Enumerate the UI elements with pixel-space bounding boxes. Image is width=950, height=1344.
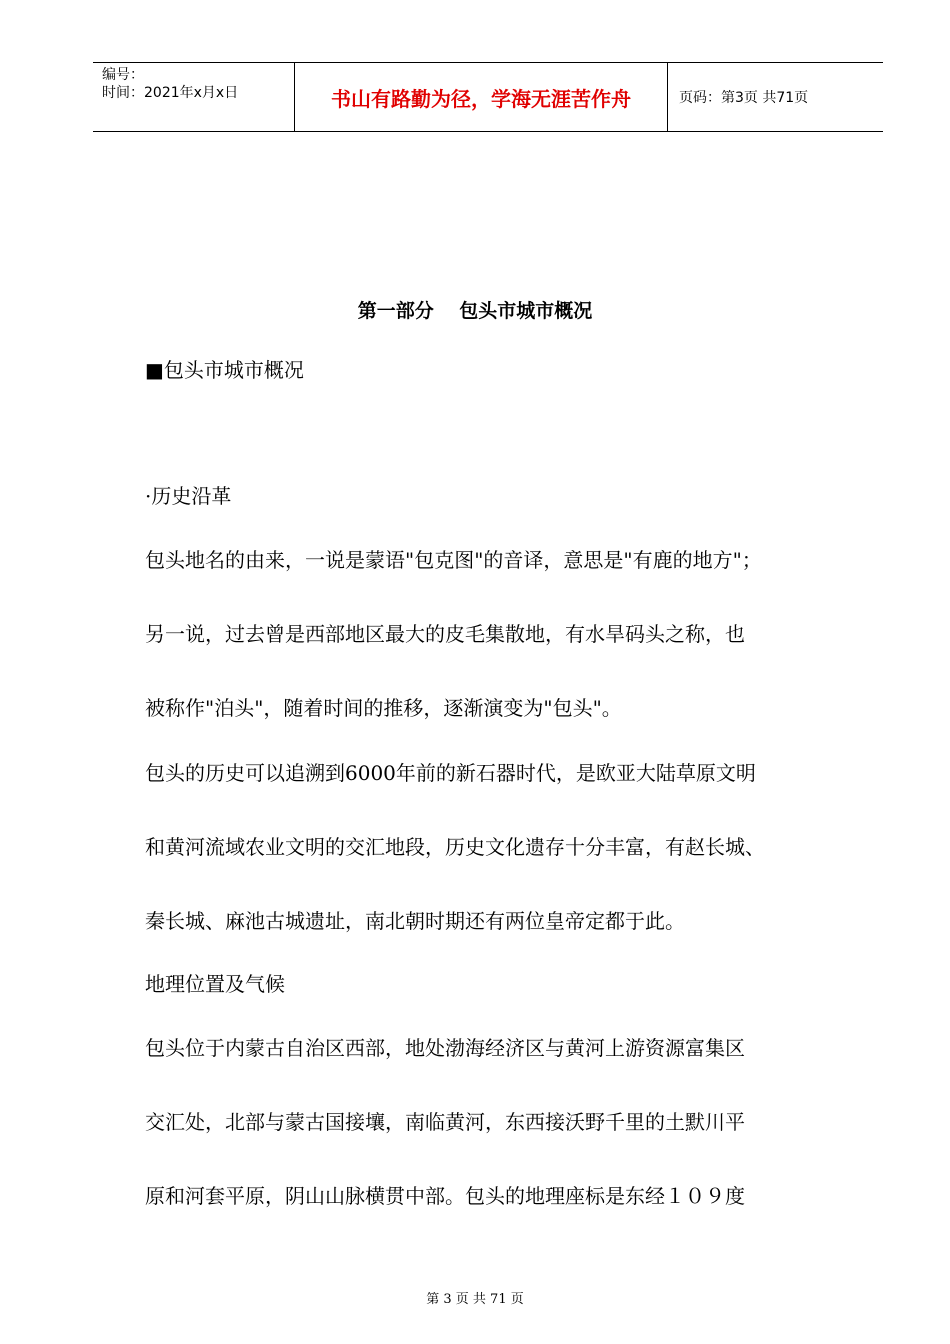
page-title: 第一部分 包头市城市概况 <box>357 300 593 322</box>
section-heading: ■包头市城市概况 <box>145 358 304 382</box>
paragraph-line: 包头的历史可以追溯到6000年前的新石器时代，是欧亚大陆草原文明 <box>145 761 756 785</box>
page-footer: 第 3 页 共 71 页 <box>426 1292 524 1307</box>
header-motto: 书山有路勤为径，学海无涯苦作舟 <box>331 86 631 111</box>
paragraph-line: 被称作"泊头"，随着时间的推移，逐渐演变为"包头"。 <box>145 696 622 720</box>
subheading-history: ·历史沿革 <box>145 484 232 508</box>
paragraph-line: 和黄河流域农业文明的交汇地段，历史文化遗存十分丰富，有赵长城、 <box>145 835 765 859</box>
header-page-info: 页码：第3页 共71页 <box>679 90 809 106</box>
page-header <box>93 62 883 132</box>
paragraph-line: 原和河套平原，阴山山脉横贯中部。包头的地理座标是东经１０９度 <box>145 1184 745 1208</box>
paragraph-line: 另一说，过去曾是西部地区最大的皮毛集散地，有水旱码头之称，也 <box>145 622 745 646</box>
time-label: 时间：2021年x月x日 <box>102 85 239 101</box>
header-divider <box>667 63 668 131</box>
paragraph-line: 包头位于内蒙古自治区西部，地处渤海经济区与黄河上游资源富集区 <box>145 1036 745 1060</box>
header-meta <box>102 66 292 102</box>
paragraph-line: 秦长城、麻池古城遗址，南北朝时期还有两位皇帝定都于此。 <box>145 909 685 933</box>
paragraph-line: 包头地名的由来，一说是蒙语"包克图"的音译，意思是"有鹿的地方"； <box>145 548 762 572</box>
paragraph-line: 交汇处，北部与蒙古国接壤，南临黄河，东西接沃野千里的土默川平 <box>145 1110 745 1134</box>
subheading-geography: 地理位置及气候 <box>145 972 285 996</box>
number-label: 编号： <box>102 67 144 83</box>
